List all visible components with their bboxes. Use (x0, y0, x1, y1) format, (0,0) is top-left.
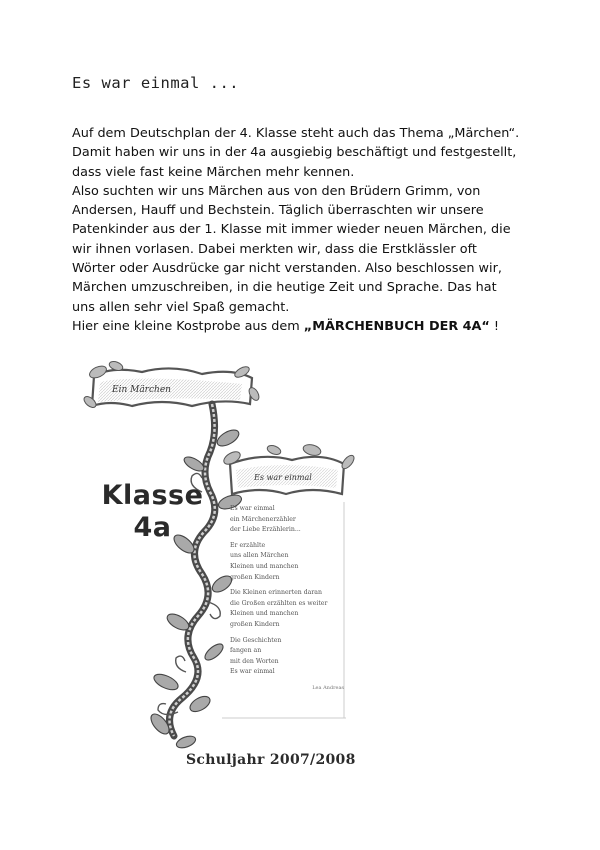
poem-line: Kleinen und manchen (230, 610, 299, 618)
poem-line: mit den Worten (230, 657, 279, 665)
book-title-bold: „MÄRCHENBUCH DER 4A“ (303, 318, 490, 334)
poem-line: großen Kindern (230, 620, 280, 628)
poem-line: Kleinen und manchen (230, 562, 299, 570)
poem-line: fangen an (230, 647, 262, 655)
paragraph-line: Auf dem Deutschplan der 4. Klasse steht auch das Thema „Märchen“. (72, 126, 520, 141)
poem-line: Er erzählte (230, 541, 266, 549)
paragraph-line: dass viele fast keine Märchen mehr kennen. (72, 164, 355, 180)
paragraph-line: uns allen sehr viel Spaß gemacht. (72, 299, 290, 315)
poem-stanza (230, 636, 370, 678)
poem-line: Die Geschichten (230, 636, 282, 644)
middle-plate-text: Es war einmal (254, 473, 312, 482)
poem-stanza (230, 541, 370, 583)
paragraph-line: Damit haben wir uns in der 4a ausgiebig beschäftigt und festgestellt, (72, 145, 517, 161)
last-line-text: Hier eine kleine Kostprobe aus dem (72, 318, 304, 334)
paragraph-line: Märchen umzuschreiben, in die heutige Zeit und Sprache. Das hat (72, 280, 497, 296)
top-plate-text: Ein Märchen (112, 385, 171, 395)
poem-line: Es war einmal (230, 505, 275, 512)
class-label (100, 480, 205, 544)
poem-signature: Lea Andreas (312, 684, 344, 691)
poem-line: Es war einmal (230, 668, 275, 676)
paragraph-line: Andersen, Hauff und Bechstein. Täglich überraschten wir unsere (72, 203, 484, 219)
poem-line: Die Kleinen erinnerten daran (230, 589, 322, 597)
paragraph-line: Patenkinder aus der 1. Klasse mit immer wieder neuen Märchen, die (72, 222, 511, 238)
cover-poem (230, 504, 370, 694)
paragraph-line: Wörter oder Ausdrücke gar nicht verstanden. Also beschlossen wir, (72, 261, 502, 277)
poem-line: ein Märchenerzähler (230, 515, 296, 523)
poem-line: uns allen Märchen (230, 552, 289, 560)
poem-stanza (230, 504, 370, 536)
poem-stanza (230, 588, 370, 630)
intro-paragraph (72, 124, 572, 336)
school-year-label: Schuljahr 2007/2008 (186, 752, 356, 768)
poem-line: die Großen erzählten es weiter (230, 599, 328, 607)
last-line-suffix: ! (489, 318, 500, 334)
paragraph-line: wir ihnen vorlasen. Dabei merkten wir, dass die Erstklässler oft (72, 241, 477, 257)
page-title: Es war einmal ... (72, 74, 240, 92)
poem-line: großen Kindern (230, 573, 280, 581)
paragraph-line: Also suchten wir uns Märchen aus von den Brüdern Grimm, von (72, 183, 481, 199)
poem-line: der Liebe Erzählerin... (230, 526, 301, 534)
paragraph-last-line (72, 317, 572, 336)
book-cover-image (82, 352, 372, 782)
class-label-line1: Klasse (101, 480, 204, 511)
class-label-line2: 4a (133, 512, 172, 543)
